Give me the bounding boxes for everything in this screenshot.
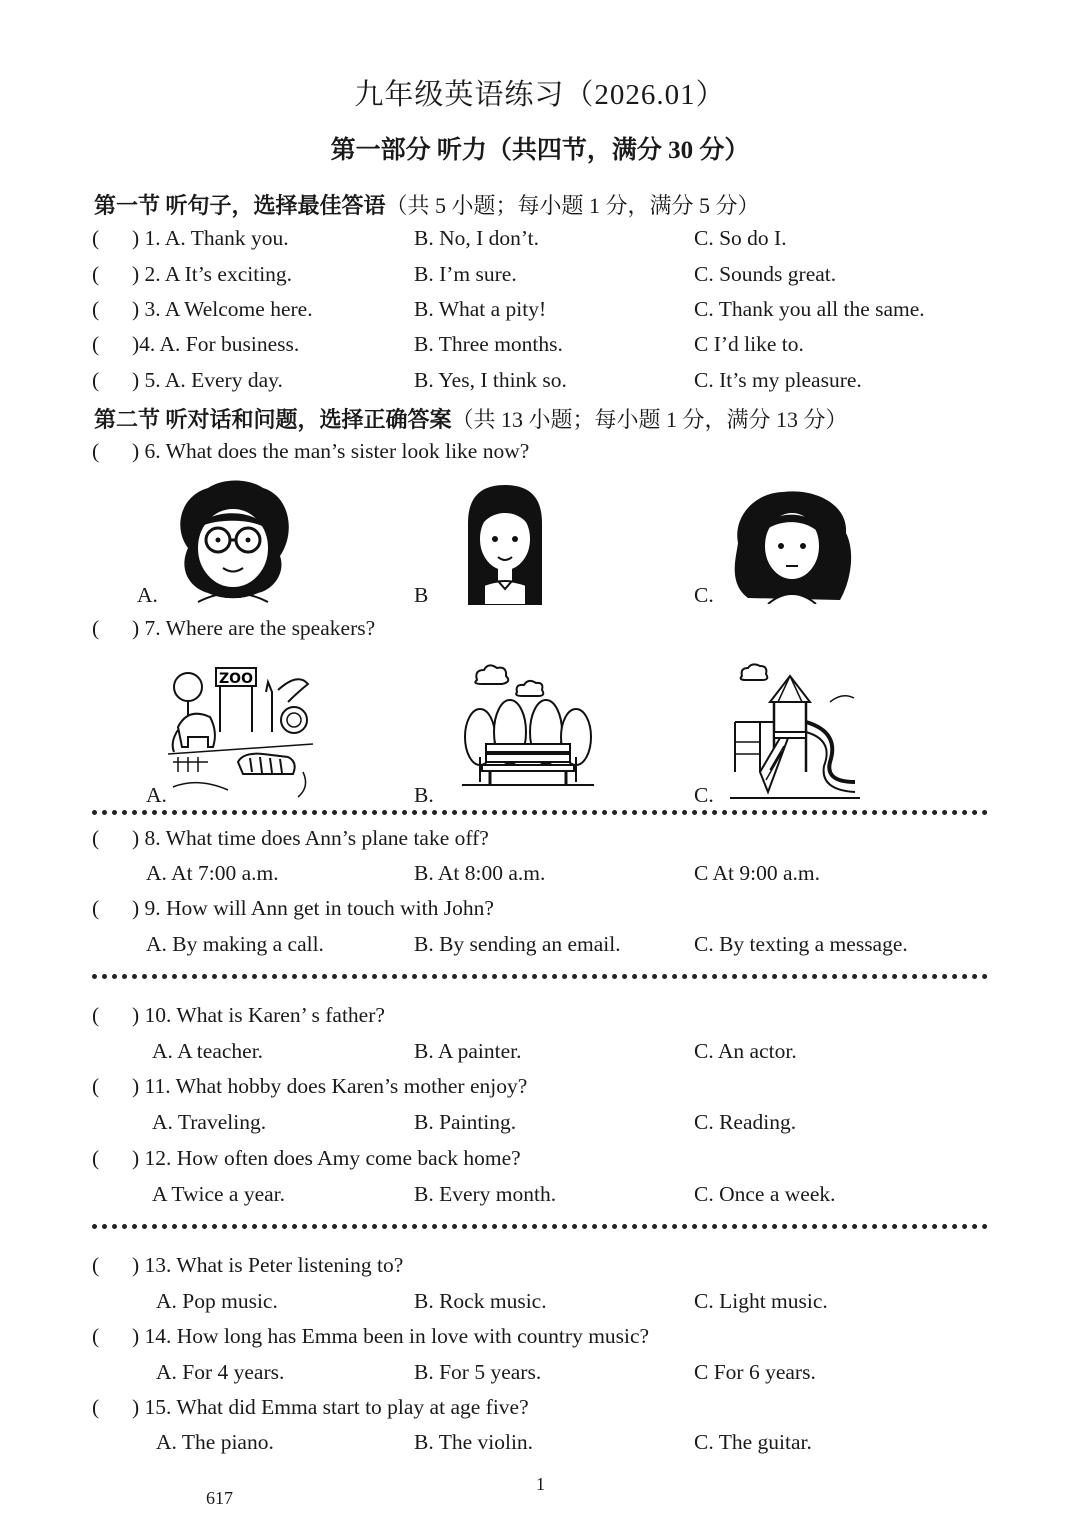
q12-option-a: A Twice a year.	[152, 1182, 286, 1206]
q15-option-a: A. The piano.	[156, 1430, 274, 1454]
question-6	[0, 439, 1080, 473]
q9-option-c: C. By texting a message.	[694, 932, 908, 956]
q8-option-b: B. At 8:00 a.m.	[414, 861, 546, 885]
q11-option-b: B. Painting.	[414, 1110, 517, 1134]
section1-heading	[94, 189, 760, 220]
section2-note: （共 13 小题；每小题 1 分，满分 13 分）	[451, 407, 848, 432]
q12-stem: ) 12. How often does Amy come back home?	[132, 1146, 521, 1170]
q7-stem: ) 7. Where are the speakers?	[132, 616, 376, 640]
question-13-options	[0, 1289, 1080, 1323]
q13-option-c: C. Light music.	[694, 1289, 828, 1313]
q5-option-a: ) 5. A. Every day.	[132, 368, 283, 392]
q13-option-a: A. Pop music.	[156, 1289, 278, 1313]
q15-stem: ) 15. What did Emma start to play at age five?	[132, 1395, 529, 1419]
question-14-options	[0, 1360, 1080, 1394]
q10-option-b: B. A painter.	[414, 1039, 522, 1063]
q1-option-b: B. No, I don’t.	[414, 226, 540, 250]
section2-title: 第二节 听对话和问题，选择正确答案	[94, 407, 452, 432]
question-1	[0, 226, 1080, 260]
section1-note: （共 5 小题；每小题 1 分，满分 5 分）	[385, 193, 760, 218]
q14-option-c: C For 6 years.	[694, 1360, 816, 1384]
girl-long-straight-hair-image[interactable]	[460, 483, 550, 605]
q8-option-c: C At 9:00 a.m.	[694, 861, 821, 885]
question-8-options	[0, 861, 1080, 895]
q15-option-c: C. The guitar.	[694, 1430, 812, 1454]
q1-option-c: C. So do I.	[694, 226, 787, 250]
answer-paren[interactable]: (	[92, 297, 100, 321]
q4-option-c: C I’d like to.	[694, 332, 804, 356]
q11-option-a: A. Traveling.	[152, 1110, 267, 1134]
girl-wavy-hair-image[interactable]	[728, 488, 860, 604]
answer-paren[interactable]: (	[92, 1003, 100, 1027]
page-title: 九年级英语练习（2026.01）	[354, 79, 726, 111]
q6-label-c: C.	[694, 583, 714, 607]
q6-stem: ) 6. What does the man’s sister look like now?	[132, 439, 530, 463]
answer-paren[interactable]: (	[92, 1146, 100, 1170]
q3-option-a: ) 3. A Welcome here.	[132, 297, 313, 321]
page-number: 1	[536, 1474, 545, 1494]
question-3	[0, 297, 1080, 331]
answer-paren[interactable]: (	[92, 226, 100, 250]
answer-paren[interactable]: (	[92, 439, 100, 463]
question-8	[0, 826, 1080, 860]
question-10	[0, 1003, 1080, 1037]
playground-slide-image[interactable]	[730, 662, 860, 802]
girl-curly-glasses-image[interactable]	[168, 478, 298, 604]
zoo-sign-text: ZOO	[219, 671, 253, 687]
q5-option-b: B. Yes, I think so.	[414, 368, 567, 392]
question-11	[0, 1074, 1080, 1108]
divider-line	[92, 810, 988, 815]
answer-paren[interactable]: (	[92, 616, 100, 640]
q8-stem: ) 8. What time does Ann’s plane take off?	[132, 826, 489, 850]
q3-option-b: B. What a pity!	[414, 297, 547, 321]
q5-option-c: C. It’s my pleasure.	[694, 368, 862, 392]
question-5	[0, 368, 1080, 402]
q2-option-a: ) 2. A It’s exciting.	[132, 262, 293, 286]
question-9	[0, 896, 1080, 930]
question-14	[0, 1324, 1080, 1358]
question-9-options	[0, 932, 1080, 966]
section2-heading	[94, 403, 848, 434]
q2-option-b: B. I’m sure.	[414, 262, 517, 286]
question-12	[0, 1146, 1080, 1180]
q9-stem: ) 9. How will Ann get in touch with John?	[132, 896, 494, 920]
answer-paren[interactable]: (	[92, 1074, 100, 1098]
question-11-options	[0, 1110, 1080, 1144]
answer-paren[interactable]: (	[92, 332, 100, 356]
answer-paren[interactable]: (	[92, 1253, 100, 1277]
q11-stem: ) 11. What hobby does Karen’s mother enjoy?	[132, 1074, 528, 1098]
answer-paren[interactable]: (	[92, 826, 100, 850]
q7-label-b: B.	[414, 783, 434, 807]
q6-label-b: B	[414, 583, 429, 607]
divider-line	[92, 1224, 988, 1229]
question-15	[0, 1395, 1080, 1429]
question-2	[0, 262, 1080, 296]
question-7	[0, 616, 1080, 650]
zoo-scene-image[interactable]	[168, 662, 313, 802]
q2-option-c: C. Sounds great.	[694, 262, 837, 286]
q10-option-a: A. A teacher.	[152, 1039, 264, 1063]
divider-line	[92, 974, 988, 979]
q14-option-a: A. For 4 years.	[156, 1360, 285, 1384]
question-10-options	[0, 1039, 1080, 1073]
q4-option-b: B. Three months.	[414, 332, 563, 356]
question-13	[0, 1253, 1080, 1287]
q3-option-c: C. Thank you all the same.	[694, 297, 925, 321]
answer-paren[interactable]: (	[92, 1324, 100, 1348]
q8-option-a: A. At 7:00 a.m.	[146, 861, 279, 885]
q13-stem: ) 13. What is Peter listening to?	[132, 1253, 404, 1277]
q10-stem: ) 10. What is Karen’ s father?	[132, 1003, 385, 1027]
answer-paren[interactable]: (	[92, 896, 100, 920]
answer-paren[interactable]: (	[92, 368, 100, 392]
park-bench-image[interactable]	[462, 662, 594, 787]
q7-label-a: A.	[146, 783, 167, 807]
question-15-options	[0, 1430, 1080, 1464]
q12-option-b: B. Every month.	[414, 1182, 557, 1206]
page-code: 617	[206, 1488, 233, 1508]
q1-option-a: ) 1. A. Thank you.	[132, 226, 289, 250]
question-4	[0, 332, 1080, 366]
answer-paren[interactable]: (	[92, 1395, 100, 1419]
section1-title: 第一节 听句子，选择最佳答语	[94, 193, 386, 218]
question-12-options	[0, 1182, 1080, 1216]
q14-option-b: B. For 5 years.	[414, 1360, 542, 1384]
q9-option-a: A. By making a call.	[146, 932, 324, 956]
q9-option-b: B. By sending an email.	[414, 932, 621, 956]
q11-option-c: C. Reading.	[694, 1110, 797, 1134]
q12-option-c: C. Once a week.	[694, 1182, 836, 1206]
q14-stem: ) 14. How long has Emma been in love with country music?	[132, 1324, 650, 1348]
part-heading: 第一部分 听力（共四节，满分 30 分）	[330, 137, 750, 164]
q10-option-c: C. An actor.	[694, 1039, 797, 1063]
answer-paren[interactable]: (	[92, 262, 100, 286]
q4-option-a: )4. A. For business.	[132, 332, 300, 356]
q13-option-b: B. Rock music.	[414, 1289, 547, 1313]
q7-label-c: C.	[694, 783, 714, 807]
q15-option-b: B. The violin.	[414, 1430, 534, 1454]
q6-label-a: A.	[137, 583, 158, 607]
